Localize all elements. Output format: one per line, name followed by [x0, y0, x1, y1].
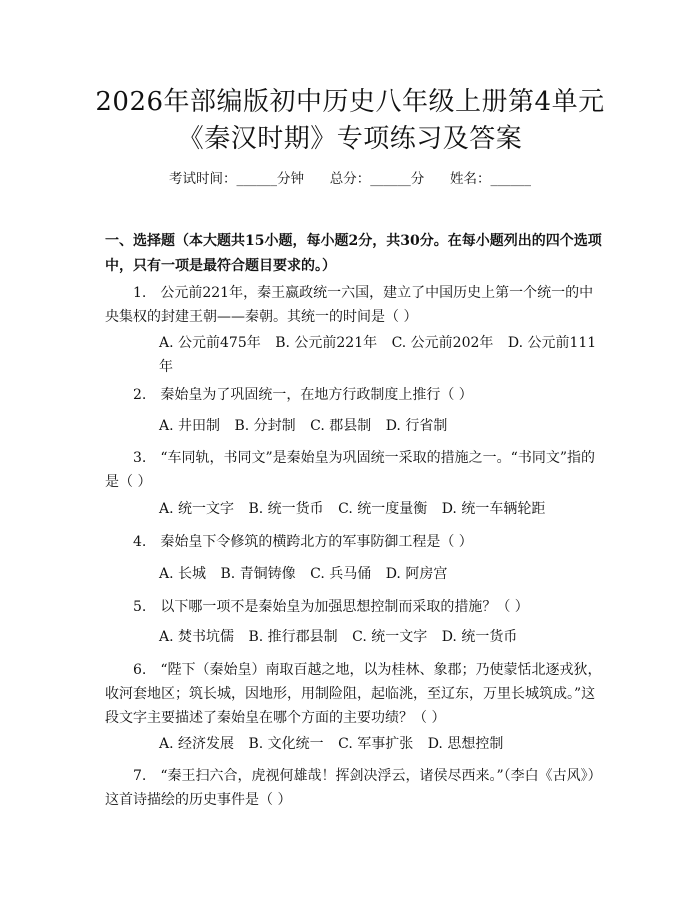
question-4-options [105, 562, 605, 586]
question-number: 3. [133, 450, 147, 466]
option-a: A. 统一文字 [159, 501, 235, 517]
question-number: 2. [133, 387, 147, 403]
question-stem: “陛下（秦始皇）南取百越之地，以为桂林、象郡；乃使蒙恬北逐戎狄，收河套地区；筑长城，因地形，用制险阻，起临洮，至辽东，万里长城筑成。”这段文字主要描述了秦始皇在哪个方面的主要功绩？（ ） [105, 662, 602, 726]
question-number: 1. [133, 285, 147, 301]
option-b: B. 统一货币 [248, 501, 324, 517]
option-d: D. 公元前111年 [159, 335, 597, 375]
option-b: B. 推行郡县制 [248, 629, 338, 645]
question-2-options [105, 414, 605, 438]
exam-meta [0, 167, 700, 187]
question-5 [105, 595, 605, 619]
option-b: B. 分封制 [234, 418, 296, 434]
name-field: 姓名：______ [450, 171, 531, 187]
question-number: 6. [133, 662, 147, 678]
option-d: D. 统一货币 [441, 629, 518, 645]
section-heading: 一、选择题（本大题共15小题，每小题2分，共30分。在每小题列出的四个选项中，只有一项是最符合题目要求的。） [105, 233, 602, 274]
option-d: D. 统一车辆轮距 [441, 501, 546, 517]
time-field: 考试时间：______分钟 [169, 171, 304, 187]
score-field: 总分：______分 [329, 171, 425, 187]
question-5-options [105, 625, 605, 649]
question-1-options [105, 331, 605, 379]
question-number: 7. [133, 768, 147, 784]
question-4 [105, 530, 605, 554]
page-subtitle: 《秦汉时期》专项练习及答案 [177, 124, 523, 154]
option-d: D. 思想控制 [427, 736, 504, 752]
question-stem: 以下哪一项不是秦始皇为加强思想控制而采取的措施？（ ） [160, 599, 529, 615]
option-d: D. 阿房宫 [385, 566, 448, 582]
option-b: B. 公元前221年 [275, 335, 378, 351]
question-1 [105, 281, 605, 329]
option-c: C. 统一文字 [352, 629, 428, 645]
option-a: A. 井田制 [159, 418, 221, 434]
option-a: A. 经济发展 [159, 736, 235, 752]
question-stem: 公元前221年，秦王嬴政统一六国，建立了中国历史上第一个统一的中央集权的封建王朝——秦朝。其统一的时间是（ ） [105, 285, 594, 325]
question-6-options [105, 732, 605, 756]
question-stem: “秦王扫六合，虎视何雄哉！挥剑决浮云，诸侯尽西来。”（李白《古风》）这首诗描绘的历史事件是（ ） [105, 768, 602, 808]
question-3-options [105, 497, 605, 521]
question-stem: 秦始皇下令修筑的横跨北方的军事防御工程是（ ） [160, 534, 473, 550]
option-c: C. 军事扩张 [338, 736, 414, 752]
question-stem: 秦始皇为了巩固统一，在地方行政制度上推行（ ） [160, 387, 473, 403]
option-a: A. 焚书坑儒 [159, 629, 235, 645]
option-c: C. 郡县制 [310, 418, 372, 434]
option-c: C. 公元前202年 [391, 335, 494, 351]
option-c: C. 统一度量衡 [338, 501, 428, 517]
option-b: B. 青铜铸像 [220, 566, 296, 582]
question-number: 4. [133, 534, 147, 550]
question-number: 5. [133, 599, 147, 615]
question-6 [105, 658, 605, 730]
option-d: D. 行省制 [385, 418, 448, 434]
option-b: B. 文化统一 [248, 736, 324, 752]
option-a: A. 公元前475年 [159, 335, 261, 351]
option-a: A. 长城 [159, 566, 207, 582]
question-2 [105, 383, 605, 407]
question-stem: “车同轨，书同文”是秦始皇为巩固统一采取的措施之一。“书同文”指的是（ ） [105, 450, 595, 490]
page-title: 2026年部编版初中历史八年级上册第4单元 [95, 87, 605, 117]
question-7 [105, 764, 605, 812]
question-3 [105, 446, 605, 494]
option-c: C. 兵马俑 [310, 566, 372, 582]
